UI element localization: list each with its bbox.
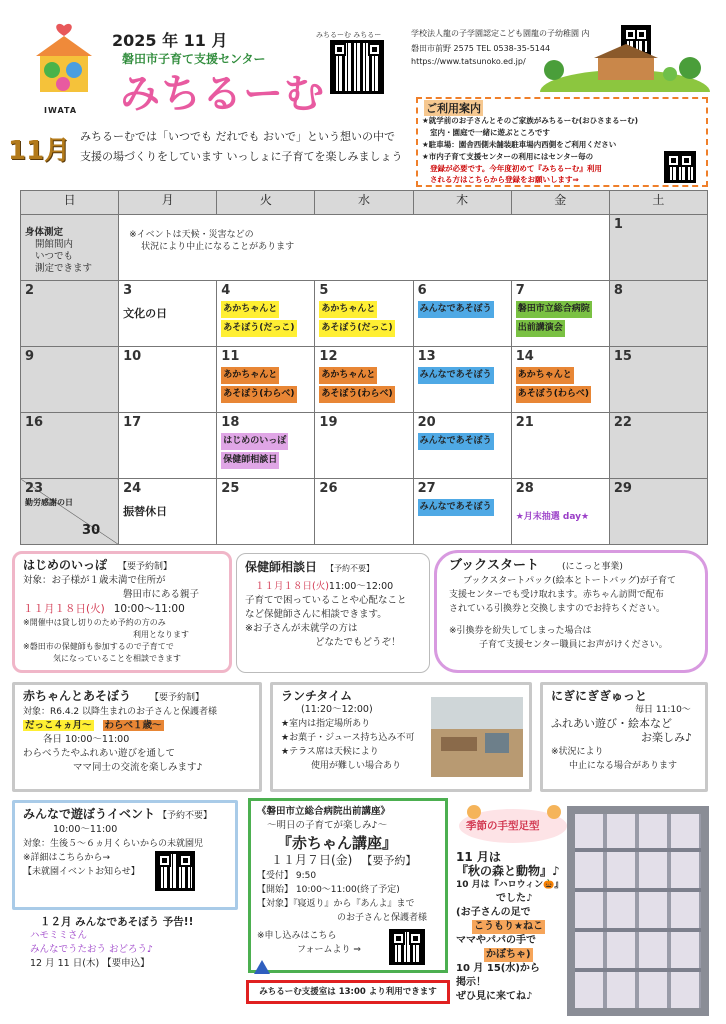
hoken-line: ※お子さんが未就学の方は [245, 623, 358, 634]
hajime-note: 気になっていることを相談できます [53, 654, 181, 663]
hospital-title: 『赤ちゃん講座』 [277, 834, 398, 852]
event-label: あそぼう(わらべ) [221, 386, 296, 403]
hajime-note: ※磐田市の保健師も参加するので子育てで [23, 642, 174, 651]
event-label: あそぼう(わらべ) [516, 386, 591, 403]
calendar-cell [609, 479, 707, 545]
bookstart-line: 子育て支援センター職員にお声がけください。 [479, 640, 668, 650]
niginigi-line: ※状況により [551, 747, 604, 757]
calendar-cell [217, 347, 315, 413]
lunch-title: ランチタイム [281, 689, 353, 703]
event-label: 出前講演会 [516, 320, 565, 337]
calendar-cell [511, 281, 609, 347]
weekday-tue: 火 [217, 191, 315, 215]
hospital-tag: 【要予約】 [361, 854, 417, 867]
hospital-qr-code[interactable] [389, 929, 425, 965]
calendar-cell [119, 479, 217, 545]
hajime-title: はじめのいっぽ [23, 558, 108, 572]
event-label: あかちゃんと [319, 301, 377, 318]
handprint-line: ぜひ見に来てね♪ [456, 991, 533, 1002]
handprint-badge-text: 季節の手型足型 [466, 820, 540, 832]
logo-sub: IWATA [44, 106, 78, 115]
akachan-time: 各日 10:00～11:00 [43, 734, 130, 745]
calendar-cell [511, 479, 609, 545]
weekday-thu: 木 [413, 191, 511, 215]
day-number: 20 [417, 415, 436, 430]
minna-line: 対象：生後５～６ヵ月くらいからの未就園児 [23, 839, 204, 849]
hajime-tag: 【要予約制】 [118, 562, 173, 572]
handprint-line: 10 月は『ハロウィン🎃』 [456, 880, 564, 890]
handprint-line: ママやパパの手で [456, 935, 536, 946]
event-label: あそぼう(だっこ) [319, 320, 394, 337]
niginigi-title: にぎにぎぎゅっと [551, 689, 648, 703]
niginigi-line: 中止になる場合があります [569, 761, 678, 771]
day-number: 8 [613, 283, 623, 298]
weekday-sun: 日 [21, 191, 119, 215]
hospital-box [248, 798, 448, 973]
event-label: はじめのいっぽ [221, 433, 288, 450]
calendar-cell [511, 413, 609, 479]
calendar-cell [217, 479, 315, 545]
calendar-cell [609, 413, 707, 479]
december-line: 12 月 11 日(木) 【要申込】 [30, 958, 150, 969]
lunch-line: ★室内は指定場所あり [281, 719, 371, 729]
day-number: 6 [417, 283, 427, 298]
month-label: 11月 [8, 136, 71, 166]
day-number: 29 [613, 481, 632, 496]
day-number: 5 [319, 283, 329, 298]
event-label: あかちゃんと [221, 367, 279, 384]
day-number: 11 [221, 349, 240, 364]
weekday-wed: 水 [315, 191, 413, 215]
lunch-time: (11:20～12:00) [301, 704, 373, 715]
hajime-time: 10:00～11:00 [113, 603, 185, 615]
calendar-cell [315, 347, 413, 413]
minna-line: ※詳細はこちらから→ [23, 853, 111, 863]
weekday-sat: 土 [609, 191, 707, 215]
day-number: 25 [221, 481, 240, 496]
hajime-box [12, 551, 232, 673]
minna-time: 10:00～11:00 [53, 824, 118, 835]
day-number: 7 [515, 283, 525, 298]
handprint-line: 掲示！ [456, 977, 486, 988]
handprint-line: 『秋の森と動物』♪ [456, 864, 560, 878]
minna-title: みんなで遊ぼうイベント [23, 807, 156, 821]
handprint-line: 11 月は [456, 850, 501, 864]
day-number: 28 [515, 481, 534, 496]
calendar-cell [217, 281, 315, 347]
calendar-cell [21, 347, 119, 413]
event-label: あかちゃんと [516, 367, 574, 384]
december-line: ハモミミさん [30, 930, 88, 941]
day-number: 22 [613, 415, 632, 430]
niginigi-box [540, 682, 708, 792]
calendar-cell [21, 413, 119, 479]
measure-line: 測定できます [35, 263, 93, 274]
day-number: 21 [515, 415, 534, 430]
day-number: 18 [221, 415, 240, 430]
measure-line: いつでも [35, 251, 74, 262]
handprint-photo [567, 806, 709, 1016]
akachan-line: わらべうたやふれあい遊びを通して [23, 748, 176, 759]
calendar-cell [413, 479, 511, 545]
day-number: 23 [25, 481, 44, 496]
guide-title: ご利用案内 [426, 102, 481, 115]
school-url[interactable]: https://www.tatsunoko.ed.jp/ [411, 57, 526, 66]
akachan-tag: 【要予約制】 [150, 693, 205, 703]
akachan-title: 赤ちゃんとあそぼう [23, 689, 132, 703]
hajime-line: 対象：お子様が１歳未満で住所が [23, 575, 166, 586]
hoken-date: １１月１８日(火) [255, 581, 329, 592]
handprint-badge [458, 804, 568, 844]
day-number: 27 [417, 481, 436, 496]
school-name: 学校法人龍の子学園認定こども園龍の子幼稚園 内 [411, 29, 590, 38]
hajime-line: 磐田市にある親子 [123, 589, 200, 600]
guide-item: 室内・園庭で一緒に遊ぶところです [430, 128, 550, 137]
day-number: 12 [319, 349, 338, 364]
minna-tag: 【予約不要】 [158, 811, 213, 821]
guide-item: 登録が必要です。今年度初めて『みちるーむ』利用 [430, 164, 602, 173]
niginigi-line: お楽しみ♪ [641, 731, 693, 744]
bookstart-title: ブックスタート [449, 558, 539, 573]
calendar-cell [21, 281, 119, 347]
calendar-cell [609, 347, 707, 413]
calendar-cell [413, 281, 511, 347]
handprint-line: かぼちゃ) [486, 949, 531, 960]
intro-line-1: みちるーむでは「いつでも だれでも おいで」という想いの中で [80, 130, 395, 143]
calendar-cell [315, 479, 413, 545]
hoken-line: など保健師さんに相談できます。 [245, 609, 387, 620]
lunch-line: ★テラス席は天候により [281, 747, 379, 757]
arrow-up-icon [254, 960, 270, 974]
calendar-cell [21, 479, 119, 545]
hospital-line: 《磐田市立総合病院出前講座》 [257, 806, 391, 817]
guide-item: ★市内子育て支援センターの利用にはセンター毎の [422, 152, 594, 161]
calendar-cell [315, 281, 413, 347]
handprint-line: (お子さんの足で [456, 907, 531, 918]
hospital-line: フォームより ⇒ [297, 945, 361, 955]
lunch-box [270, 682, 532, 792]
hajime-note: 利用となります [133, 630, 189, 639]
calendar-note: ※イベントは天候・災害などの [129, 230, 254, 240]
bookstart-line: ブックスタートパック(絵本とトートバッグ)が子育て [463, 576, 676, 586]
calendar-note-cell [119, 215, 610, 281]
niginigi-time: 毎日 11:10～ [635, 705, 691, 715]
event-label: あそぼう(わらべ) [319, 386, 394, 403]
hoken-box [236, 553, 430, 673]
hospital-line: ※申し込みはこちら [257, 931, 337, 941]
lunch-photo [431, 697, 523, 777]
hoken-line: どなたでもどうぞ！ [315, 637, 401, 648]
intro-line-2: 支援の場づくりをしています いっしょに子育てを楽しみましょう [80, 150, 403, 163]
day-number: 13 [417, 349, 436, 364]
calendar-cell [217, 413, 315, 479]
bookstart-box [434, 550, 708, 673]
notice-banner: みちるーむ支援室は 13:00 より利用できます [246, 980, 450, 1004]
handprint-line: でした♪ [496, 893, 533, 904]
event-label: あかちゃんと [319, 367, 377, 384]
event-label: 磐田市立総合病院 [516, 301, 592, 318]
guide-item: ★就学前のお子さんとそのご家族がみちるーむ(おひさまるーむ) [422, 116, 639, 125]
niginigi-line: ふれあい遊び・絵本など [551, 717, 672, 730]
calendar-cell [609, 215, 707, 281]
handprint-line: こうもり★ねこ [474, 921, 543, 932]
weekday-fri: 金 [511, 191, 609, 215]
calendar-cell [609, 281, 707, 347]
bookstart-line: 支援センターでも受け取れます。赤ちゃん訪問で配布 [449, 590, 664, 600]
lunch-line: ★お菓子・ジュース持ち込み不可 [281, 733, 415, 743]
bookstart-line: ※引換券を紛失してしまった場合は [449, 626, 592, 636]
december-preview [30, 915, 230, 977]
header-qr-code[interactable] [330, 40, 384, 94]
calendar-cell [119, 347, 217, 413]
minna-line: 【未就園イベントお知らせ】 [23, 867, 140, 877]
akachan-warabe: わらべ１歳～ [104, 720, 162, 731]
bookstart-tag: (にこっと事業) [562, 562, 623, 572]
hospital-line: ～明日の子育てが楽しみ♪～ [267, 820, 388, 831]
calendar-cell [119, 281, 217, 347]
event-label: みんなであそぼう [418, 499, 494, 516]
hospital-line: 【対象】『寝返り』から『あんよ』まで [257, 899, 415, 909]
event-label: あかちゃんと [221, 301, 279, 318]
minna-qr-code[interactable] [155, 851, 195, 891]
holiday-label: 振替休日 [123, 505, 168, 518]
holiday-label: 勤労感謝の日 [25, 498, 73, 507]
calendar [20, 190, 708, 545]
handprint-text [456, 850, 566, 1004]
minna-box [12, 800, 238, 910]
event-label: 保健師相談日 [221, 452, 279, 469]
weekday-mon: 月 [119, 191, 217, 215]
day-number: 9 [25, 349, 35, 364]
calendar-note: 状況により中止になることがあります [141, 242, 295, 252]
day-number: 10 [123, 349, 142, 364]
day-number: 30 [82, 523, 101, 538]
hoken-line: 子育てで困っていることや心配なこと [245, 595, 407, 606]
hajime-date: １１月１８日(火) [23, 603, 105, 615]
akachan-dakko: だっこ４ヵ月～ [25, 720, 92, 731]
school-address: 磐田市前野 2575 TEL 0538-35-5144 [411, 44, 551, 53]
hospital-date: １１月７日(金) [271, 853, 353, 867]
holiday-label: 文化の日 [123, 307, 168, 320]
day-number: 2 [25, 283, 35, 298]
event-label: あそぼう(だっこ) [221, 320, 296, 337]
day-number: 17 [123, 415, 142, 430]
hoken-time: 11:00～12:00 [328, 581, 394, 592]
measure-line: 開館間内 [35, 239, 74, 250]
event-label: みんなであそぼう [418, 301, 494, 318]
issue-date: 2025 年 11 月 [112, 31, 228, 50]
event-label: ★月末抽選 day★ [515, 512, 590, 522]
event-label: みんなであそぼう [418, 433, 494, 450]
guide-item: ★駐車場：園舎西側未舗装駐車場内西側をご利用ください [422, 140, 617, 149]
day-number: 3 [123, 283, 133, 298]
guide-item: される方はこちらから登録をお願いします⇒ [430, 175, 579, 184]
hajime-note: ※開催中は貸し切りのため予約の方のみ [23, 618, 166, 627]
hospital-line: のお子さんと保護者様 [337, 913, 428, 923]
calendar-cell [413, 347, 511, 413]
register-qr-code[interactable] [664, 151, 696, 183]
guide-box [416, 97, 708, 187]
calendar-cell [413, 413, 511, 479]
day-number: 16 [25, 415, 44, 430]
header-illustration [540, 40, 710, 92]
bookstart-line: されている引換券と交換しますのでお持ちください。 [449, 604, 666, 614]
akachan-line: 対象：R6.4.2 以降生まれのお子さんと保護者様 [23, 707, 218, 717]
calendar-cell [511, 347, 609, 413]
hoken-tag: 【予約不要】 [326, 564, 375, 573]
handprint-line: 10 月 15(水)から [456, 963, 540, 974]
calendar-cell [21, 215, 119, 281]
lunch-line: 使用が難しい場合あり [311, 761, 402, 771]
qr-caption: みちるーむ みちるー [316, 31, 382, 39]
event-label: みんなであそぼう [418, 367, 494, 384]
akachan-box [12, 682, 262, 792]
header-logo [28, 22, 100, 107]
day-number: 26 [319, 481, 338, 496]
day-number: 15 [613, 349, 632, 364]
akachan-line: ママ同士の交流を楽しみます♪ [73, 762, 203, 773]
december-line: みんなでうたおう おどろう♪ [30, 944, 154, 955]
day-number: 1 [613, 217, 623, 232]
day-number: 14 [515, 349, 534, 364]
day-number: 19 [319, 415, 338, 430]
day-number: 24 [123, 481, 142, 496]
measure-title: 身体測定 [25, 227, 64, 238]
december-title: １２月 みんなであそぼう 予告!! [40, 916, 194, 928]
hoken-title: 保健師相談日 [245, 560, 318, 574]
day-number: 4 [221, 283, 231, 298]
site-logo-text: みちるーむ [120, 71, 325, 117]
hospital-line: 【受付】 9:50 [257, 871, 317, 881]
hospital-line: 【開始】 10:00～11:00(終了予定) [257, 885, 400, 895]
org-name: 磐田市子育て支援センター [122, 52, 266, 66]
calendar-cell [315, 413, 413, 479]
calendar-cell [119, 413, 217, 479]
